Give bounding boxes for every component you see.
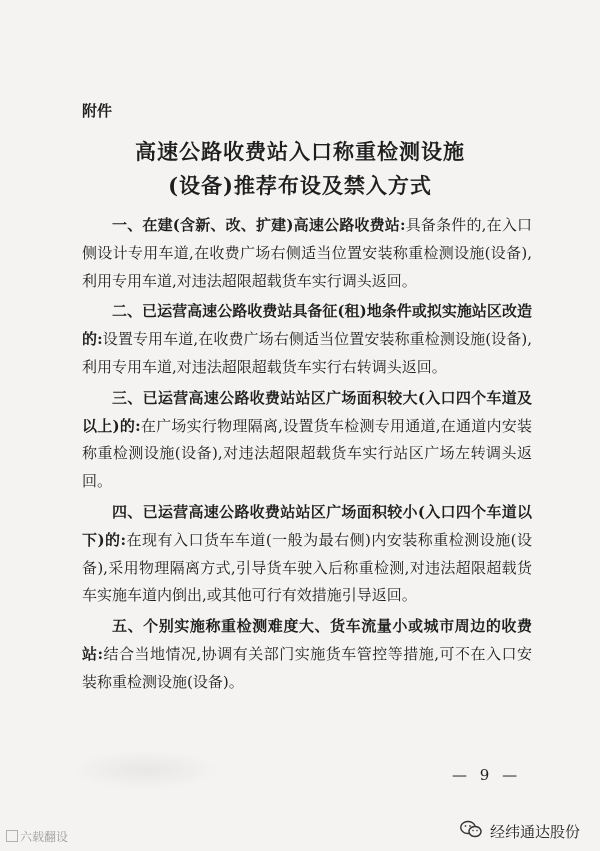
paragraph-lead: 二、已运营高速公路收费站具备征(租)地条件或拟实施站区改造的: — [82, 302, 532, 349]
watermark-left — [6, 828, 68, 845]
watermark-logo-icon — [6, 830, 18, 842]
page-number: — 9 — — [452, 766, 522, 784]
paragraph-1 — [82, 212, 532, 295]
paragraph-2 — [82, 298, 532, 381]
paragraph-text: 在现有入口货车车道(一般为最右侧)内安装称重检测设施(设备),采用物理隔离方式,引导货车驶入后称重检测,对违法超限超载货车实施车道内倒出,或其他可行有效措施引导返回。 — [82, 530, 533, 605]
paragraph-lead: 五、个别实施称重检测难度大、货车流量小或城市周边的收费站: — [82, 617, 532, 663]
paragraph-3 — [82, 385, 532, 496]
paragraph-lead: 四、已运营高速公路收费站站区广场面积较小(入口四个车道以下)的: — [82, 502, 532, 549]
wechat-icon — [460, 820, 482, 842]
paragraph-text: 在广场实行物理隔离,设置货车检测专用通道,在通道内安装称重检测设施(设备),对违法超限超载货车实行站区广场左转调头返回。 — [82, 416, 532, 491]
paragraph-lead: 三、已运营高速公路收费站站区广场面积较大(入口四个车道及以上)的: — [82, 388, 532, 435]
attachment-label: 附件 — [82, 102, 113, 120]
document-body — [82, 212, 532, 700]
paragraph-text: 具备条件的,在入口侧设计专用车道,在收费广场右侧适当位置安装称重检测设施(设备),利用专用车道,对违法超限超载货车实行调头返回。 — [82, 216, 532, 290]
paragraph-text: 设置专用车道,在收费广场右侧适当位置安装称重检测设施(设备),利用专用车道,对违法超限超载货车实行右转调头返回。 — [82, 330, 532, 376]
paragraph-lead: 一、在建(含新、改、扩建)高速公路收费站: — [112, 216, 406, 234]
watermark-right-text: 经纬通达股份 — [489, 822, 580, 841]
scan-smudge — [70, 750, 220, 790]
paragraph-5 — [82, 613, 532, 696]
paragraph-text: 结合当地情况,协调有关部门实施货车管控等措施,可不在入口安装称重检测设施(设备)。 — [82, 644, 532, 691]
document-title-line-1: 高速公路收费站入口称重检测设施 — [135, 139, 465, 164]
watermark-right — [460, 820, 580, 842]
paragraph-4 — [82, 499, 532, 610]
watermark-left-text: 六载翻设 — [20, 830, 69, 844]
document-title-line-2: (设备)推荐布设及禁入方式 — [168, 173, 432, 198]
